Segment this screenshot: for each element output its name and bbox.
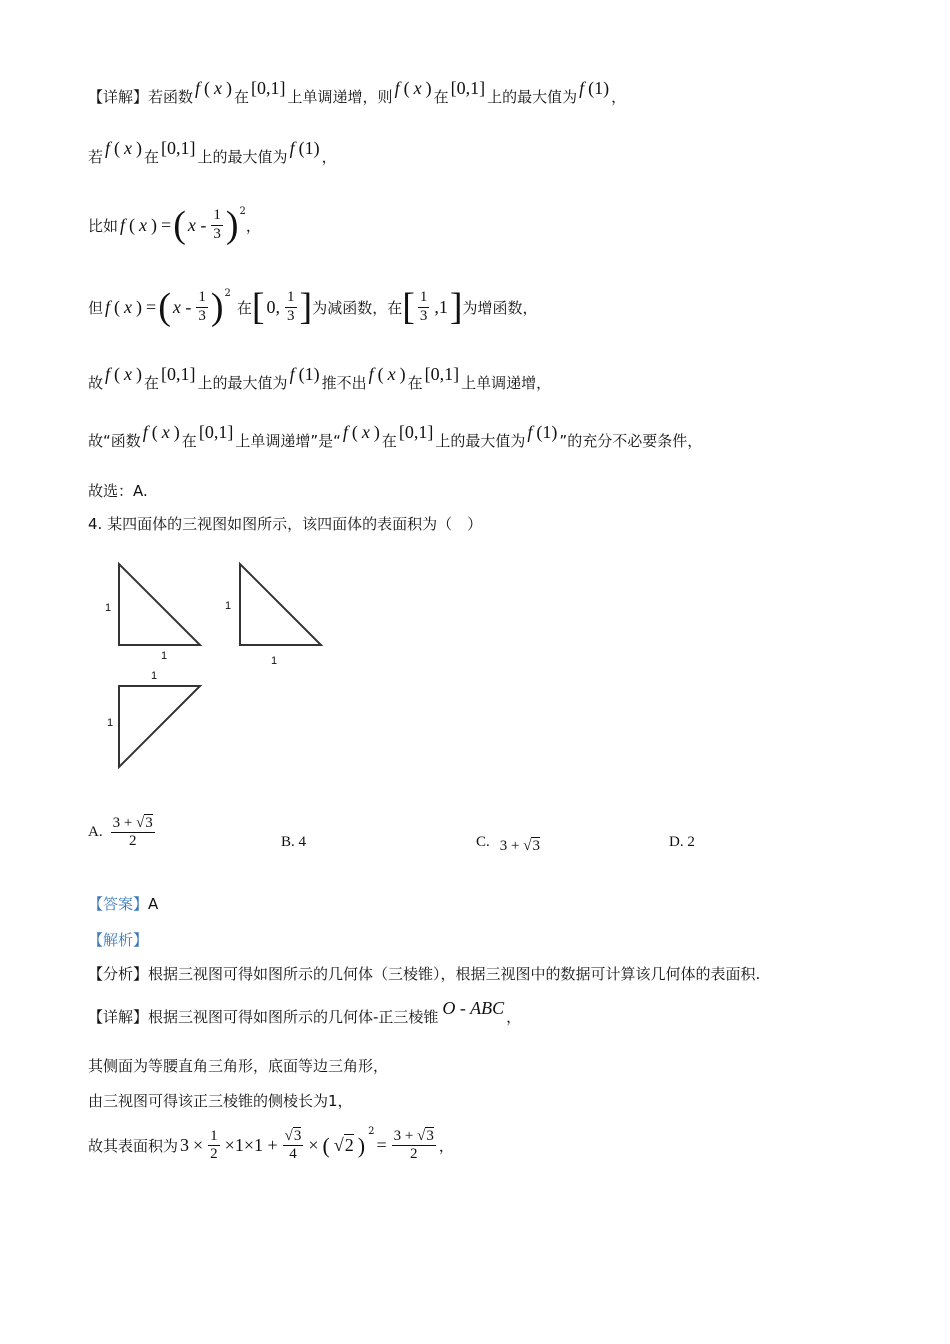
edge-length-line: 由三视图可得该正三棱锥的侧棱长为1， (88, 1092, 353, 1110)
front-view-triangle (119, 564, 200, 645)
detail-line-4: 但 f ( x ) = ( x - $\frac{1}{3}$ ) 2 在 [ 0, $\frac{1}{3}$ ] 为减函数，在 [ $\frac{1}{3}$ ,1 ] 为增函数， (88, 286, 538, 328)
option-a[interactable]: A. $\frac{3 + √3}{2}$ (88, 815, 153, 850)
option-c[interactable]: C. 3 + √3 (476, 834, 540, 854)
side-face-line: 其侧面为等腰直角三角形，底面等边三角形， (88, 1057, 389, 1075)
pyramid-label: O - ABC (442, 998, 505, 1018)
answer-line (88, 893, 158, 914)
detail-line-6: 故“函数 f ( x ) 在 [0,1] 上单调递增”是“ f ( x ) 在 [0,1] 上的最大值为 f (1) ”的充分不必要条件， (88, 422, 703, 450)
question-4: 4. 某四面体的三视图如图所示，该四面体的表面积为（ ） (88, 515, 483, 533)
math-fx: f ( x ) (195, 78, 233, 98)
top-view-left-label: 1 (107, 717, 114, 729)
math-interval: [0,1] (251, 78, 286, 98)
fraction-one-third: $\frac{1}{3}$ (213, 207, 221, 242)
analysis-line: 【分析】根据三视图可得如图所示的几何体（三棱锥），根据三视图中的数据可计算该几何体的表面积. (88, 965, 761, 983)
detail2-line: 【详解】根据三视图可得如图所示的几何体-正三棱锥 O - ABC ， (88, 998, 522, 1026)
front-view-bottom-label: 1 (161, 650, 168, 662)
answer-value: A (148, 894, 159, 913)
top-view-top-label: 1 (151, 670, 158, 682)
side-view-triangle (240, 564, 321, 645)
side-view-left-label: 1 (225, 600, 232, 612)
detail-line-1: 【详解】若函数 f ( x ) 在 [0,1] 上单调递增，则 f ( x ) 在 [0,1] 上的最大值为 f (1) ， (88, 78, 627, 106)
side-view-bottom-label: 1 (271, 655, 278, 667)
answer-tag: 【答案】 (88, 895, 149, 913)
top-view-triangle (119, 686, 200, 767)
detail-line-2: 若 f ( x ) 在 [0,1] 上的最大值为 f (1) ， (88, 138, 337, 166)
option-b[interactable]: B. 4 (281, 834, 307, 850)
surface-area-line: 故其表面积为 3 × $\frac{1}{2}$ ×1×1 + $\frac{√3}{4}$ × ( √2 ) 2 = $\frac{3 + √3}{2}$ ， (88, 1126, 454, 1163)
analysis-tag: 【解析】 (88, 931, 149, 949)
option-d[interactable]: D. 2 (669, 834, 695, 850)
three-view-figure (95, 556, 335, 776)
choose-line: 故选：A. (88, 482, 148, 500)
detail-line-5: 故 f ( x ) 在 [0,1] 上的最大值为 f (1) 推不出 f ( x ) 在 [0,1] 上单调递增， (88, 364, 552, 392)
detail-line-3: 比如 f ( x ) = ( x - $\frac{1}{3}$ ) 2 ， (88, 204, 261, 246)
front-view-left-label: 1 (105, 602, 112, 614)
